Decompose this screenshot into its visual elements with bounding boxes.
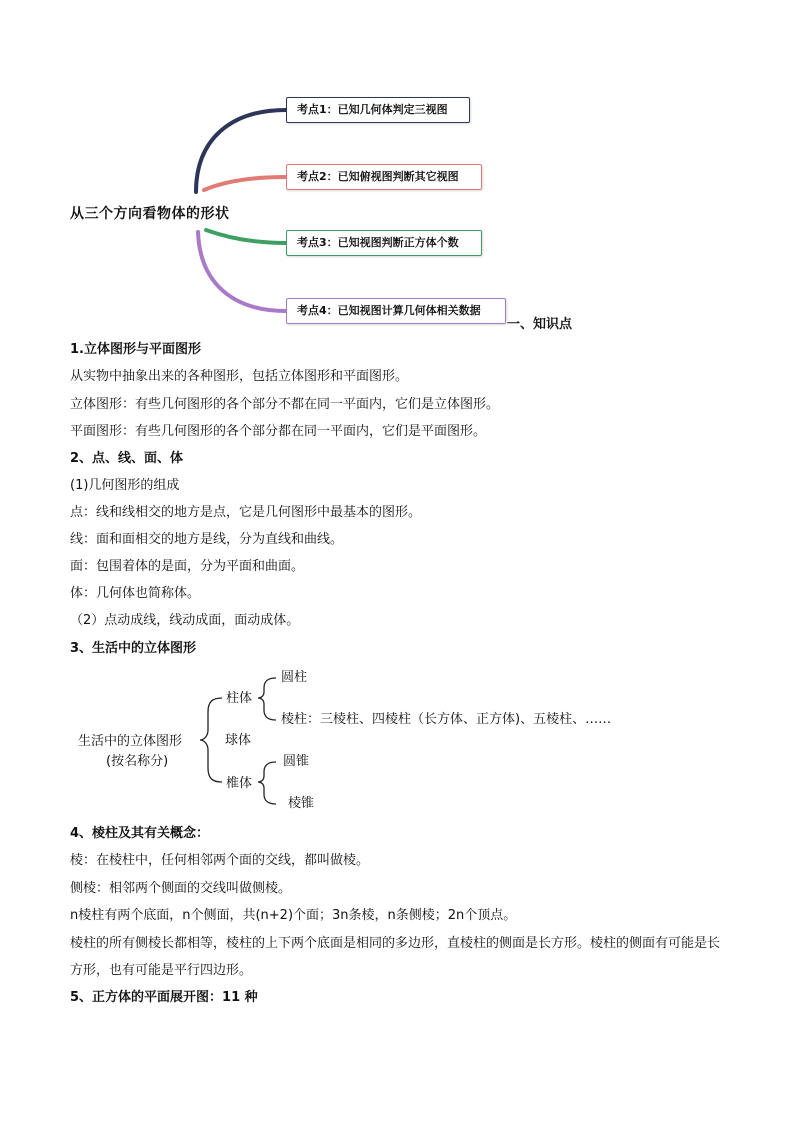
heading-1: 1.立体图形与平面图形 bbox=[70, 342, 201, 357]
branch-connector-2 bbox=[204, 177, 286, 190]
text-line: 体：几何体也简称体。 bbox=[70, 586, 201, 601]
tree-node-qiuti: 球体 bbox=[225, 733, 252, 748]
mindmap-node-kaodian-2: 考点2：已知俯视图判断其它视图 bbox=[286, 164, 482, 190]
mindmap-node-kaodian-3: 考点3：已知视图判断正方体个数 bbox=[286, 230, 482, 256]
text-line: (1)几何图形的组成 bbox=[70, 478, 180, 493]
text-line: 立体图形：有些几何图形的各个部分不都在同一平面内，它们是立体图形。 bbox=[70, 397, 500, 412]
tree-node-lengzhui: 棱锥 bbox=[288, 796, 315, 811]
tree-node-zhuiti: 椎体 bbox=[226, 776, 253, 791]
text-line: 线：面和面相交的地方是线，分为直线和曲线。 bbox=[70, 532, 344, 547]
tree-root-line2: (按名称分) bbox=[106, 754, 169, 769]
tree-root-line1: 生活中的立体图形 bbox=[78, 734, 183, 749]
mindmap-root-label: 从三个方向看物体的形状 bbox=[70, 206, 230, 222]
tree-node-yuanzhu: 圆柱 bbox=[281, 670, 308, 685]
section-title: 一、知识点 bbox=[507, 317, 573, 332]
text-line: （2）点动成线，线动成面，面动成体。 bbox=[70, 613, 300, 628]
heading-5: 5、正方体的平面展开图：11 种 bbox=[70, 990, 258, 1005]
text-line: 从实物中抽象出来的各种图形，包括立体图形和平面图形。 bbox=[70, 369, 409, 384]
branch-connector-3 bbox=[206, 230, 286, 243]
text-line: 点：线和线相交的地方是点，它是几何图形中最基本的图形。 bbox=[70, 505, 422, 520]
heading-2: 2、点、线、面、体 bbox=[70, 451, 184, 466]
paragraph: 棱柱的所有侧棱长都相等，棱柱的上下两个底面是相同的多边形，直棱柱的侧面是长方形。棱柱的侧面有可能是长方形，也有可能是平行四边形。 bbox=[70, 936, 721, 978]
zhuti-brace bbox=[258, 678, 276, 720]
main-brace bbox=[200, 698, 222, 782]
text-line: 平面图形：有些几何图形的各个部分都在同一平面内，它们是平面图形。 bbox=[70, 424, 487, 439]
tree-node-zhuti: 柱体 bbox=[226, 691, 253, 706]
tree-node-yuanzhui: 圆锥 bbox=[283, 754, 310, 769]
text-line: n棱柱有两个底面，n个侧面，共(n+2)个面；3n条棱，n条侧棱；2n个顶点。 bbox=[70, 908, 517, 923]
tree-node-lengzhu: 棱柱：三棱柱、四棱柱（长方体、正方体)、五棱柱、…… bbox=[281, 712, 612, 727]
heading-4: 4、棱柱及其有关概念： bbox=[70, 826, 210, 841]
text-line: 棱：在棱柱中，任何相邻两个面的交线，都叫做棱。 bbox=[70, 853, 370, 868]
heading-3: 3、生活中的立体图形 bbox=[70, 641, 197, 656]
zhuiti-brace bbox=[258, 762, 276, 804]
mindmap-node-kaodian-1: 考点1：已知几何体判定三视图 bbox=[286, 97, 470, 123]
text-line: 面：包围着体的是面，分为平面和曲面。 bbox=[70, 559, 305, 574]
mindmap-node-kaodian-4: 考点4：已知视图计算几何体相关数据 bbox=[286, 298, 506, 324]
text-line: 侧棱：相邻两个侧面的交线叫做侧棱。 bbox=[70, 881, 292, 896]
